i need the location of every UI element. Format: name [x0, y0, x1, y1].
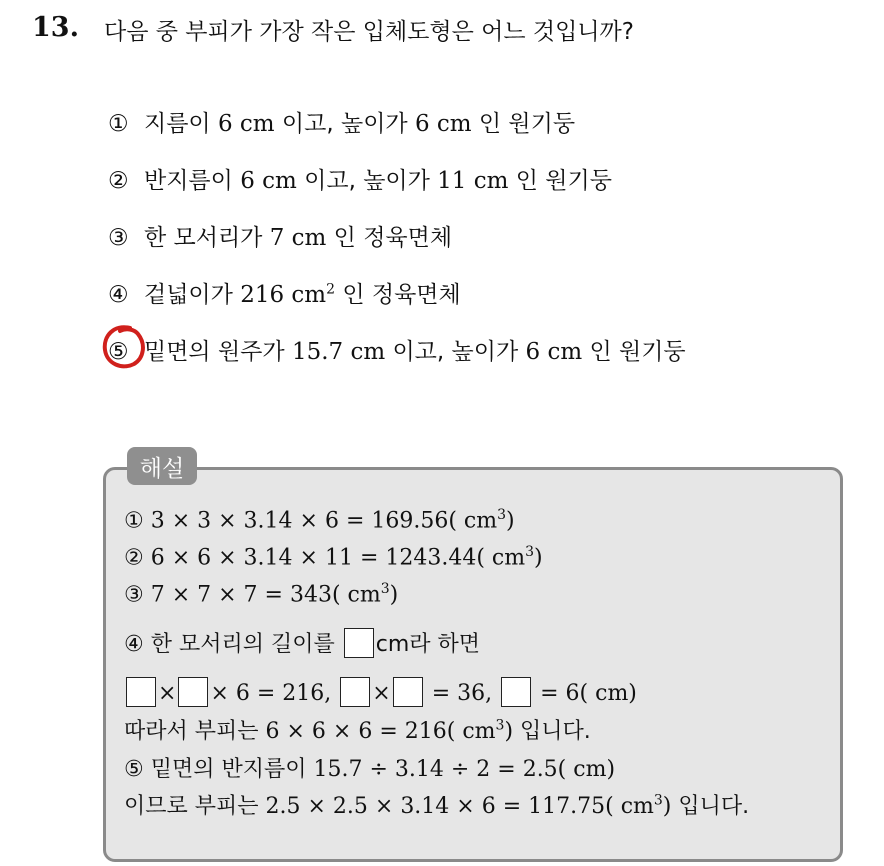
option-5-value-2: 6 cm	[525, 339, 583, 365]
option-5-text-a: 밑면의 원주가	[144, 339, 292, 365]
option-1-mark: ①	[108, 111, 129, 137]
option-1[interactable]	[108, 105, 575, 138]
explanation-line-1: ① 3 × 3 × 3.14 × 6 = 169.56( $cm^3$)	[124, 507, 515, 534]
option-5-text-c: 인 원기둥	[582, 339, 686, 365]
explanation-line-2: ② 6 × 6 × 3.14 × 11 = 1243.44( $cm^3$)	[124, 544, 543, 571]
option-4-text-c: 인 정육면체	[335, 282, 461, 308]
option-1-value-2: 6 cm	[414, 111, 472, 137]
option-4-text-a: 겉넓이가	[144, 282, 241, 308]
option-2-value-1: 6 cm	[240, 168, 297, 194]
option-4[interactable]	[108, 276, 461, 309]
explanation-line-8: 이므로 부피는 2.5 × 2.5 × 3.14 × 6 = 117.75( $cm^3$) 입니다.	[124, 792, 750, 819]
option-2-text-a: 반지름이	[144, 168, 241, 194]
option-1-text-c: 인 원기둥	[471, 111, 576, 137]
explanation-tab: 해설	[127, 447, 197, 485]
option-2-mark: ②	[108, 168, 129, 194]
explanation-line-6: 따라서 부피는 6 × 6 × 6 = 216( $cm^3$) 입니다.	[124, 717, 591, 744]
blank-box	[344, 628, 374, 658]
blank-box	[501, 677, 531, 707]
option-4-mark: ④	[108, 282, 129, 308]
option-1-text-b: 이고, 높이가	[274, 111, 415, 137]
blank-box	[126, 677, 156, 707]
option-2-text-c: 인 원기둥	[508, 168, 612, 194]
explanation-line-7: ⑤ 밑면의 반지름이 15.7 ÷ 3.14 ÷ 2 = 2.5( cm)	[124, 757, 616, 782]
option-1-text-a: 지름이	[144, 111, 218, 137]
option-4-value-1: 216 cm	[240, 282, 327, 308]
question-text: 다음 중 부피가 가장 작은 입체도형은 어느 것입니까?	[104, 19, 634, 45]
blank-box	[178, 677, 208, 707]
option-5-mark: ⑤	[108, 339, 129, 365]
question-number: 13.	[32, 12, 79, 43]
option-3[interactable]	[108, 219, 452, 252]
option-3-mark: ③	[108, 225, 129, 251]
explanation-line-4: ④ 한 모서리의 길이를 cm라 하면	[124, 627, 480, 658]
option-2-value-2: 11 cm	[437, 168, 509, 194]
answer-circle-mark	[100, 322, 148, 372]
explanation-line-5: × × 6 = 216, × = 36, = 6( cm)	[124, 677, 637, 707]
option-1-value-1: 6 cm	[217, 111, 275, 137]
option-5-text-b: 이고, 높이가	[385, 339, 526, 365]
option-4-exponent: 2	[326, 281, 336, 298]
option-5-value-1: 15.7 cm	[291, 339, 386, 365]
option-2[interactable]	[108, 162, 612, 195]
option-2-text-b: 이고, 높이가	[296, 168, 438, 194]
option-3-text-a: 한 모서리가	[144, 225, 270, 251]
blank-box	[340, 677, 370, 707]
option-5[interactable]	[108, 333, 686, 366]
option-3-value-1: 7 cm	[269, 225, 327, 251]
option-3-text-c: 인 정육면체	[326, 225, 453, 251]
blank-box	[393, 677, 423, 707]
explanation-line-3: ③ 7 × 7 × 7 = 343( $cm^3$)	[124, 581, 399, 608]
